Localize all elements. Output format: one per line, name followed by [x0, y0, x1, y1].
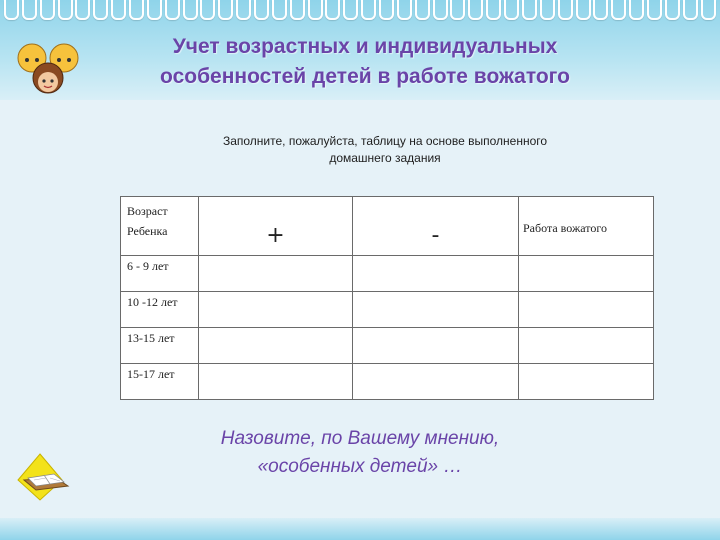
table-row — [121, 364, 654, 400]
plus-input-cell[interactable] — [199, 256, 353, 292]
plus-sign: + — [266, 223, 285, 248]
age-label: 6 - 9 лет — [127, 259, 169, 273]
header-work-cell — [519, 197, 654, 256]
question-line-2: «особенных детей» … — [257, 456, 463, 477]
header-age-line-1: Возраст — [127, 204, 168, 218]
age-label: 10 -12 лет — [127, 295, 178, 309]
header-age-line-2: Ребенка — [127, 224, 168, 238]
plus-input-cell[interactable] — [199, 292, 353, 328]
work-input-cell[interactable] — [519, 292, 654, 328]
minus-input-cell[interactable] — [353, 328, 519, 364]
header-minus-cell — [353, 197, 519, 256]
work-input-cell[interactable] — [519, 328, 654, 364]
header-age-cell — [121, 197, 199, 256]
bottom-banner — [0, 518, 720, 540]
title-line-1: Учет возрастных и индивидуальных — [172, 35, 558, 58]
page-title — [105, 32, 625, 92]
header-work-label: Работа вожатого — [523, 221, 607, 235]
table-header-row — [121, 197, 654, 256]
table-row — [121, 256, 654, 292]
minus-input-cell[interactable] — [353, 256, 519, 292]
title-line-2: особенностей детей в работе вожатого — [160, 65, 570, 88]
instruction-line-1: Заполните, пожалуйста, таблицу на основе выполненного — [222, 134, 548, 148]
plus-input-cell[interactable] — [199, 364, 353, 400]
question-line-1: Назовите, по Вашему мнению, — [220, 428, 500, 449]
table-row — [121, 292, 654, 328]
work-input-cell[interactable] — [519, 256, 654, 292]
instruction-text — [170, 133, 600, 167]
age-label: 13-15 лет — [127, 331, 175, 345]
minus-sign: - — [431, 223, 440, 248]
plus-input-cell[interactable] — [199, 328, 353, 364]
notebook-spiral — [0, 0, 720, 20]
minus-input-cell[interactable] — [353, 292, 519, 328]
book-icon — [16, 452, 72, 502]
age-features-table — [120, 196, 654, 400]
question-text — [180, 425, 540, 481]
instruction-line-2: домашнего задания — [329, 151, 441, 165]
minus-input-cell[interactable] — [353, 364, 519, 400]
table-row — [121, 328, 654, 364]
age-label: 15-17 лет — [127, 367, 175, 381]
header-plus-cell — [199, 197, 353, 256]
work-input-cell[interactable] — [519, 364, 654, 400]
children-faces-icon — [14, 40, 90, 96]
